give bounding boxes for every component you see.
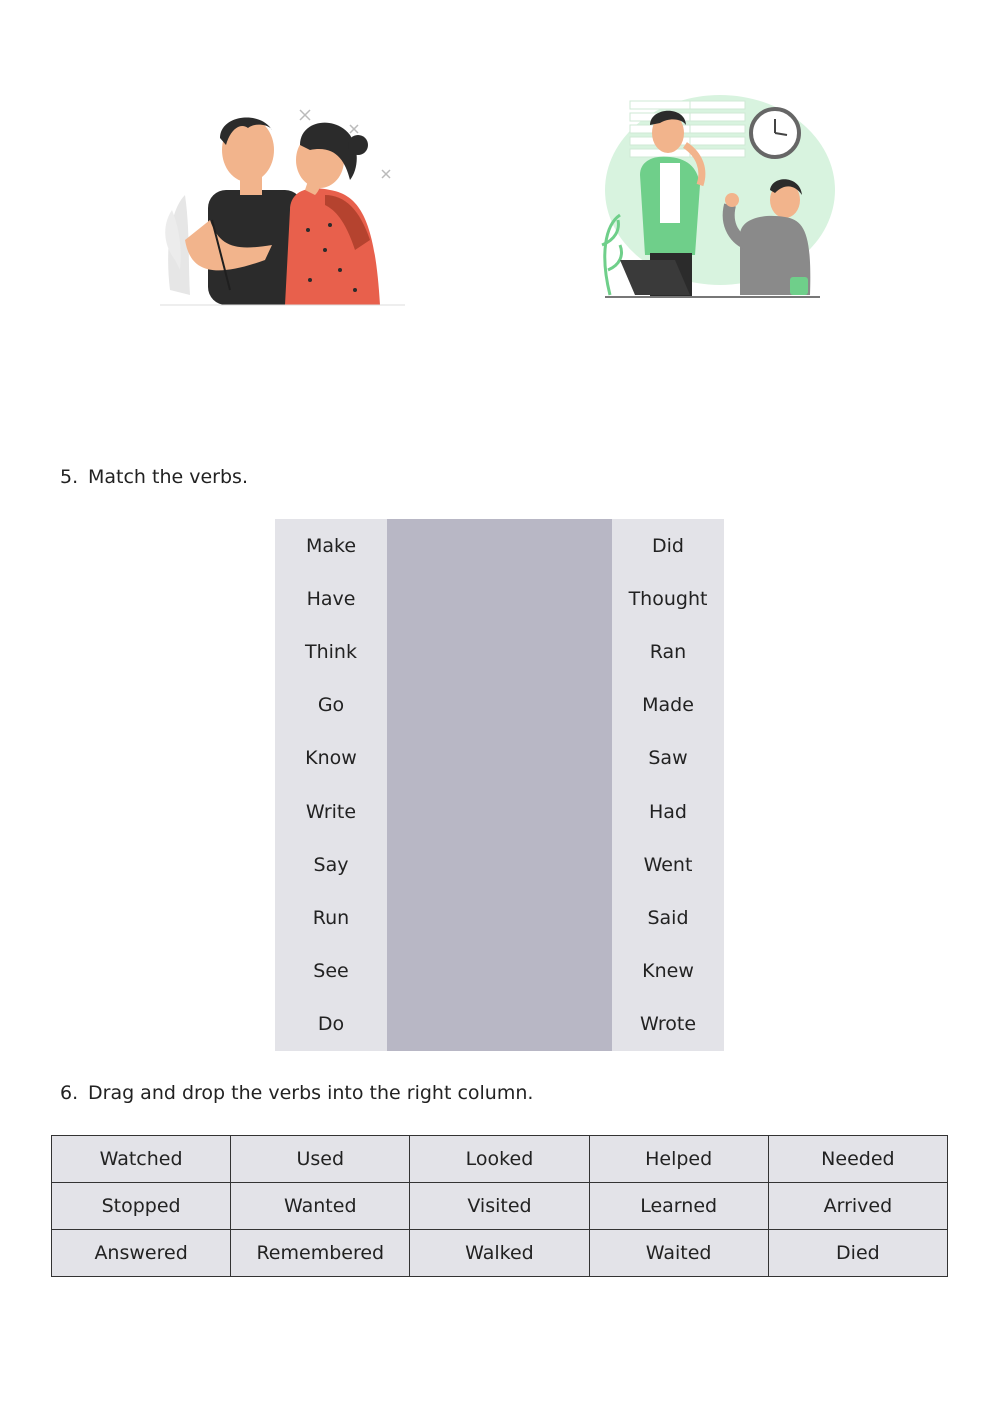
match-left-item[interactable]: Know — [305, 747, 357, 770]
match-right-item[interactable]: Had — [649, 800, 687, 823]
office-laughing-illustration — [590, 95, 835, 305]
match-connection-area[interactable] — [387, 519, 612, 1051]
draggable-verb[interactable]: Wanted — [231, 1183, 410, 1230]
draggable-verb[interactable]: Answered — [52, 1230, 231, 1277]
match-verbs-panel — [275, 519, 724, 1051]
coughing-couple-illustration — [160, 100, 420, 310]
draggable-verb[interactable]: Arrived — [768, 1183, 947, 1230]
draggable-verb[interactable]: Learned — [589, 1183, 768, 1230]
draggable-verb[interactable]: Watched — [52, 1136, 231, 1183]
draggable-verb[interactable]: Waited — [589, 1230, 768, 1277]
table-row — [52, 1136, 948, 1183]
match-left-item[interactable]: Do — [317, 1013, 345, 1036]
match-left-item[interactable]: Have — [306, 587, 356, 610]
match-right-item[interactable]: Knew — [642, 960, 694, 983]
match-left-column — [275, 519, 387, 1051]
match-left-item[interactable]: Think — [305, 640, 357, 663]
question-number: 5. — [60, 466, 79, 488]
draggable-verb[interactable]: Remembered — [231, 1230, 410, 1277]
match-left-item[interactable]: Run — [312, 906, 350, 929]
draggable-verb[interactable]: Needed — [768, 1136, 947, 1183]
match-right-item[interactable]: Wrote — [639, 1013, 697, 1036]
draggable-verb[interactable]: Stopped — [52, 1183, 231, 1230]
table-row — [52, 1183, 948, 1230]
question-number: 6. — [60, 1082, 79, 1104]
question-text: Drag and drop the verbs into the right column. — [88, 1082, 534, 1104]
drag-verbs-table — [51, 1135, 948, 1277]
match-right-item[interactable]: Did — [652, 534, 684, 557]
match-right-item[interactable]: Made — [642, 694, 694, 717]
match-right-item[interactable]: Ran — [649, 640, 687, 663]
match-left-item[interactable]: Go — [317, 694, 345, 717]
match-right-item[interactable]: Went — [643, 853, 693, 876]
match-right-column — [612, 519, 724, 1051]
match-left-item[interactable]: See — [313, 960, 349, 983]
match-right-item[interactable]: Said — [647, 906, 689, 929]
match-left-item[interactable]: Say — [313, 853, 349, 876]
draggable-verb[interactable]: Died — [768, 1230, 947, 1277]
question-text: Match the verbs. — [88, 466, 248, 488]
match-right-item[interactable]: Saw — [648, 747, 688, 770]
draggable-verb[interactable]: Helped — [589, 1136, 768, 1183]
match-left-item[interactable]: Write — [305, 800, 357, 823]
question-5 — [60, 466, 248, 488]
match-left-item[interactable]: Make — [305, 534, 357, 557]
question-6 — [60, 1082, 533, 1104]
draggable-verb[interactable]: Visited — [410, 1183, 589, 1230]
table-row — [52, 1230, 948, 1277]
draggable-verb[interactable]: Walked — [410, 1230, 589, 1277]
draggable-verb[interactable]: Used — [231, 1136, 410, 1183]
match-right-item[interactable]: Thought — [628, 587, 708, 610]
draggable-verb[interactable]: Looked — [410, 1136, 589, 1183]
